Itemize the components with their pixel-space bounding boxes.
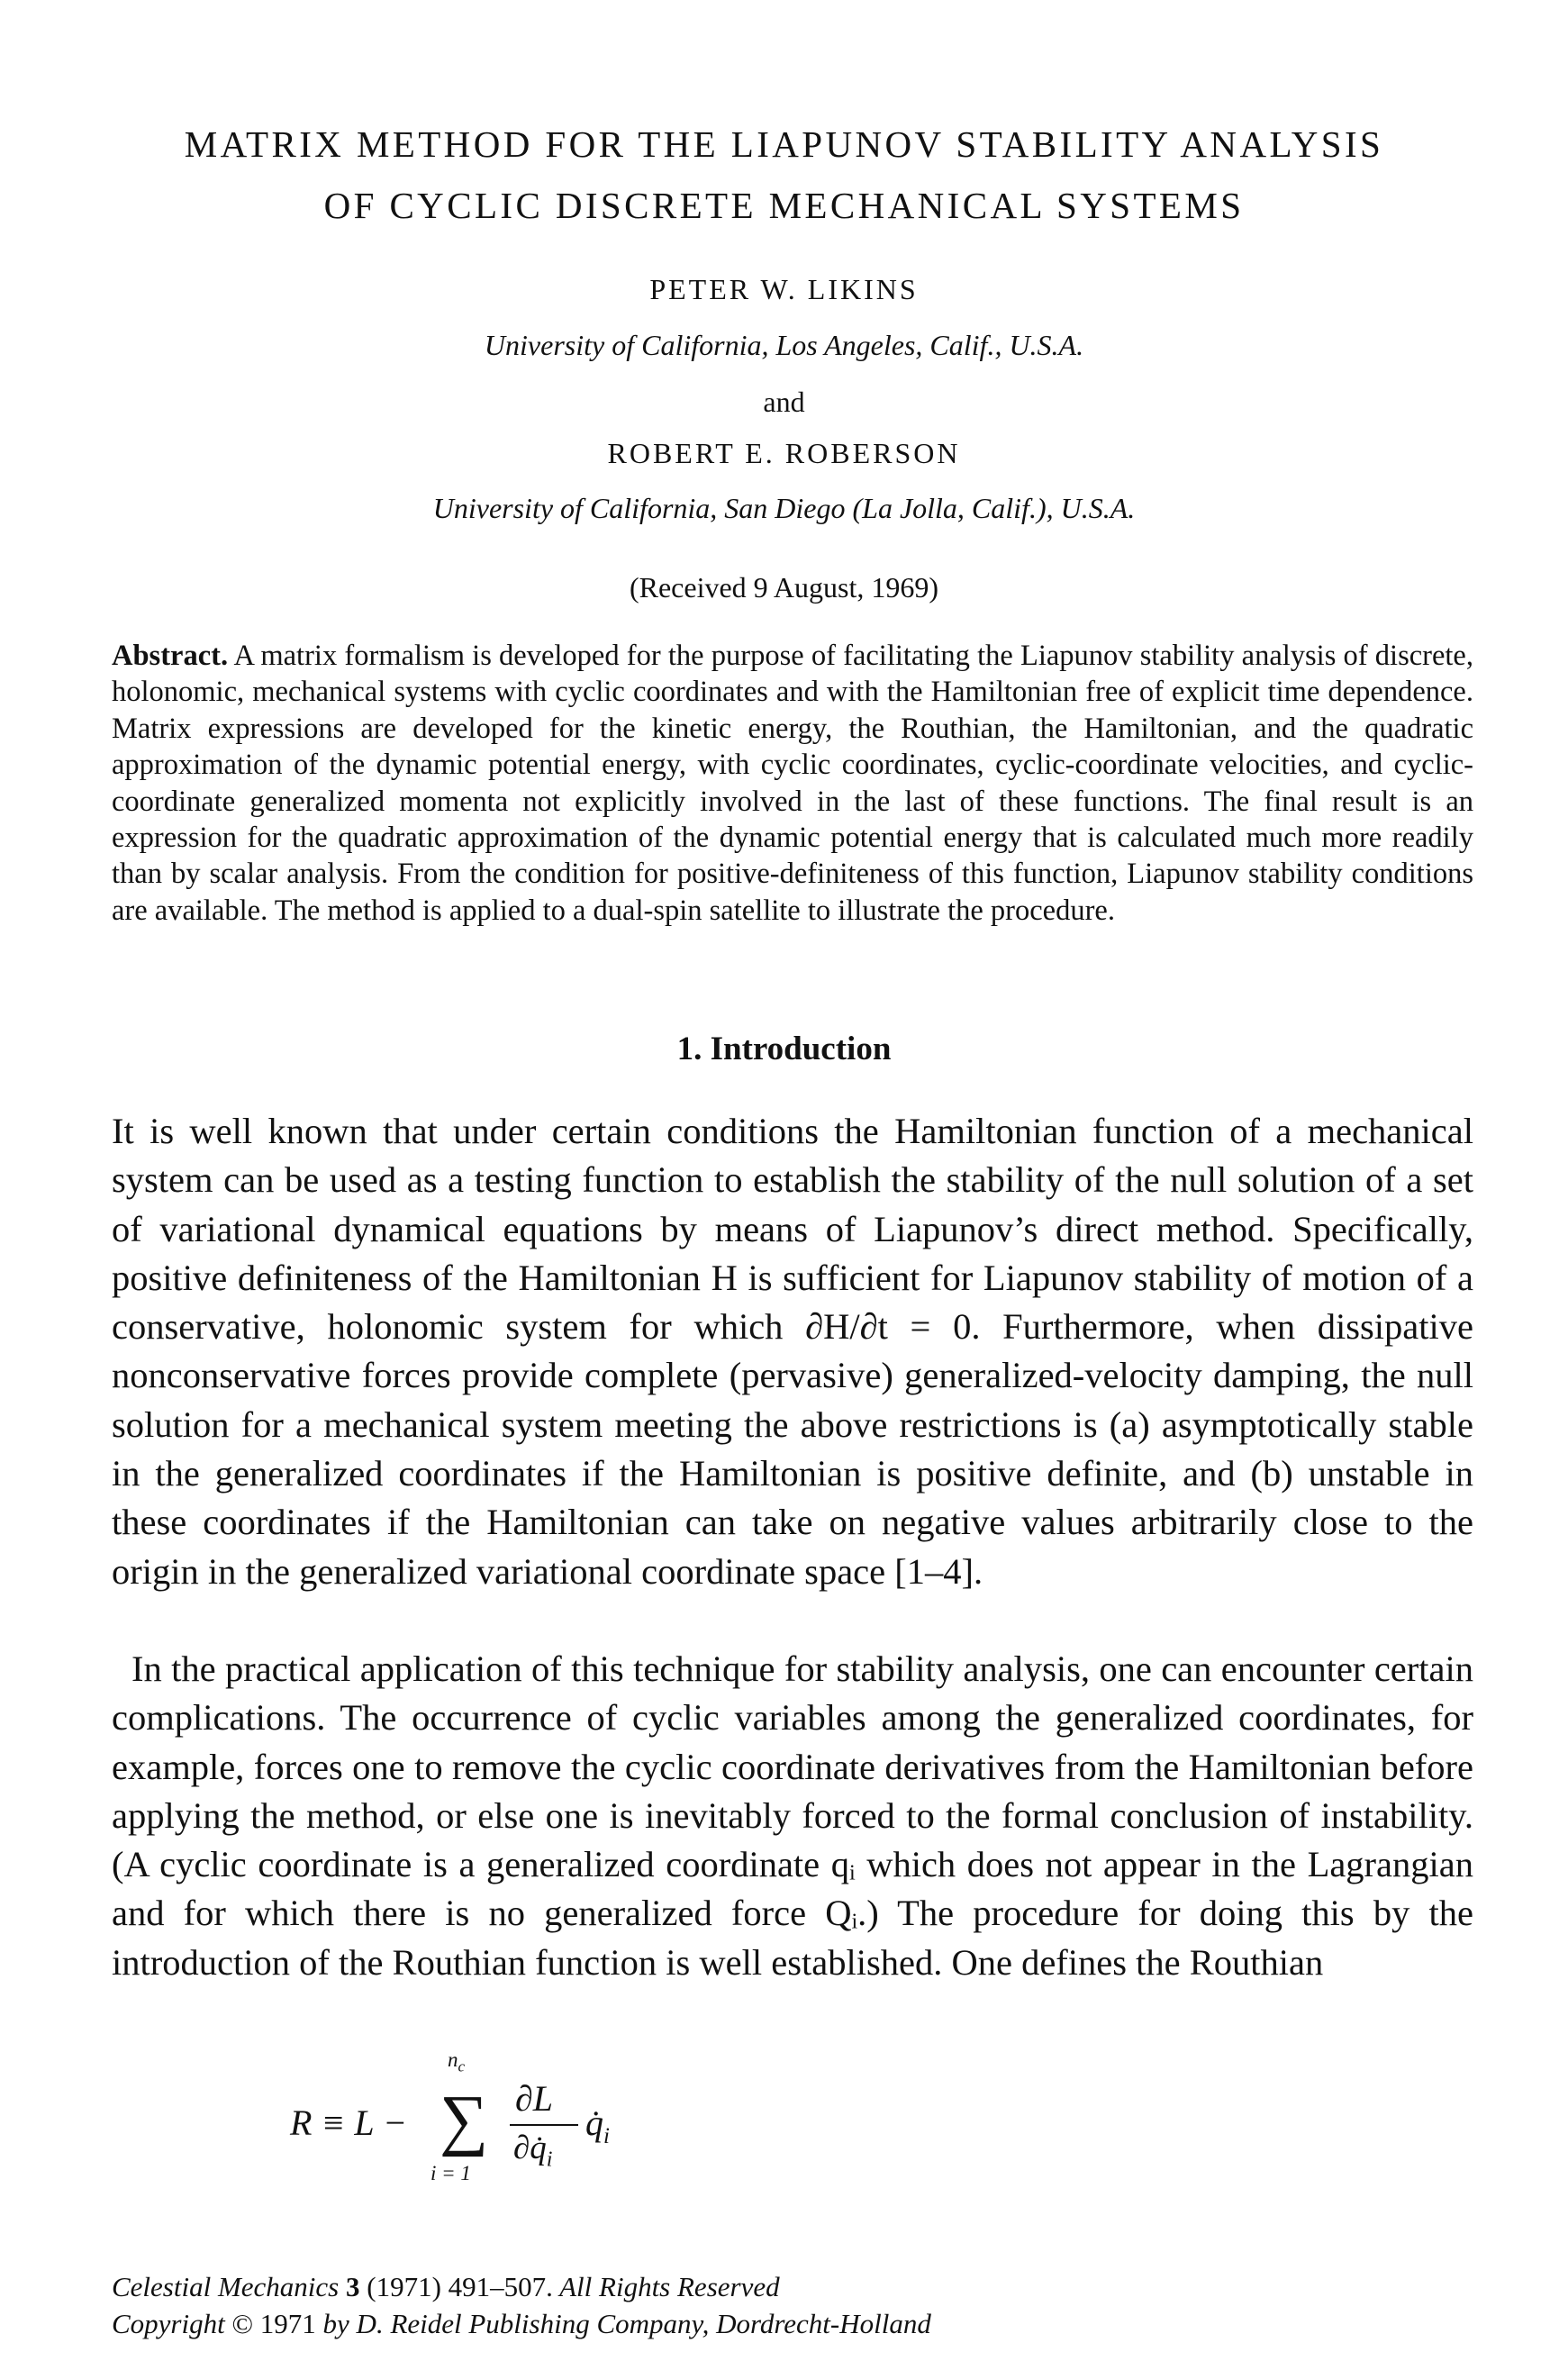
author-name-2: ROBERT E. ROBERSON (607, 437, 961, 469)
journal-volume: 3 (346, 2271, 360, 2302)
copyright-symbol: © (231, 2308, 254, 2339)
summation-symbol: ∑ (440, 2082, 489, 2157)
equation-lhs: R ≡ L − (290, 2102, 407, 2143)
journal-name: Celestial Mechanics (112, 2271, 340, 2302)
rights-text: All Rights Reserved (559, 2271, 780, 2302)
section-heading: 1. Introduction (676, 1031, 892, 1067)
equation-factor: $q̇_i$ (585, 2102, 610, 2148)
body-paragraph-2 (112, 1645, 1473, 1987)
equation-numerator: ∂L (515, 2078, 554, 2119)
equation-denominator: $\partial q̇_i$ (513, 2129, 553, 2172)
footer-copyright-line (112, 2305, 1473, 2342)
received-date: (Received 9 August, 1969) (629, 571, 939, 604)
paper-title-line-1: MATRIX METHOD FOR THE LIAPUNOV STABILITY ANALYSIS (184, 123, 1384, 165)
author-separator: and (763, 386, 805, 418)
abstract-label: Abstract. (112, 640, 229, 672)
copyright-label: Copyright (112, 2308, 225, 2339)
author-affiliation-1: University of California, Los Angeles, Calif., U.S.A. (484, 329, 1084, 361)
abstract-text: A matrix formalism is developed for the purpose of facilitating the Liapunov stability analysis of discrete, holonomic, mechanical systems with cyclic coordinates and with the Hamiltonian free of explicit time dependence. Matrix expressions are developed for the kinetic energy, the Routhian, the Hamiltonian, and the quadratic approximation of the dynamic potential energy, with cyclic coordinates, cyclic-coordinate velocities, and cyclic-coordinate generalized momenta not explicitly involved in the last of these functions. The final result is an expression for the quadratic approximation of the dynamic potential energy that is calculated much more readily than by scalar analysis. From the condition for positive-definiteness of this function, Liapunov stability conditions are available. The method is applied to a dual-spin satellite to illustrate the procedure. (112, 640, 1473, 927)
fraction-bar (510, 2124, 578, 2126)
page-footer (112, 2268, 1473, 2342)
equation-sum-lower: i = 1 (431, 2162, 471, 2184)
paper-title-line-2: OF CYCLIC DISCRETE MECHANICAL SYSTEMS (323, 185, 1245, 226)
author-affiliation-2: University of California, San Diego (La Jolla, Calif.), U.S.A. (432, 492, 1136, 524)
abstract (112, 638, 1473, 929)
body-paragraph-2-text: In the practical application of this technique for stability analysis, one can encounter certain complications. The occurrence of cyclic variables among the generalized coordinates, for example, forces one to remove the cyclic coordinate derivatives from the Hamiltonian before applying the method, or else one is inevitably forced to the formal conclusion of instability. (A cyclic coordinate is a generalized coordinate qᵢ which does not appear in the Lagrangian and for which there is no generalized force Qᵢ.) The procedure for doing this by the introduction of the Routhian function is well established. One defines the Routhian (112, 1648, 1473, 1983)
author-name-1: PETER W. LIKINS (649, 273, 919, 305)
journal-details: (1971) 491–507. (367, 2271, 553, 2302)
equation-sum-upper: $n_c$ (448, 2048, 466, 2075)
copyright-year: 1971 (259, 2308, 316, 2339)
routhian-equation (290, 2040, 650, 2193)
publisher-text: by D. Reidel Publishing Company, Dordrecht-Holland (322, 2308, 931, 2339)
body-paragraph-1-text: It is well known that under certain conditions the Hamiltonian function of a mechanical system can be used as a testing function to establish the stability of the null solution of a set of variational dynamical equations by means of Liapunov’s direct method. Specifically, positive definiteness of the Hamiltonian H is sufficient for Liapunov stability of motion of a conservative, holonomic system for which ∂H/∂t = 0. Furthermore, when dissipative nonconservative forces provide complete (pervasive) generalized-velocity damping, the null solution for a mechanical system meeting the above restrictions is (a) asymptotically stable in the generalized coordinates if the Hamiltonian is positive definite, and (b) unstable in these coordinates if the Hamiltonian can take on negative values arbitrarily close to the origin in the generalized variational coordinate space [1–4]. (112, 1111, 1473, 1592)
footer-citation-line (112, 2268, 1473, 2305)
body-paragraph-1 (112, 1107, 1473, 1596)
